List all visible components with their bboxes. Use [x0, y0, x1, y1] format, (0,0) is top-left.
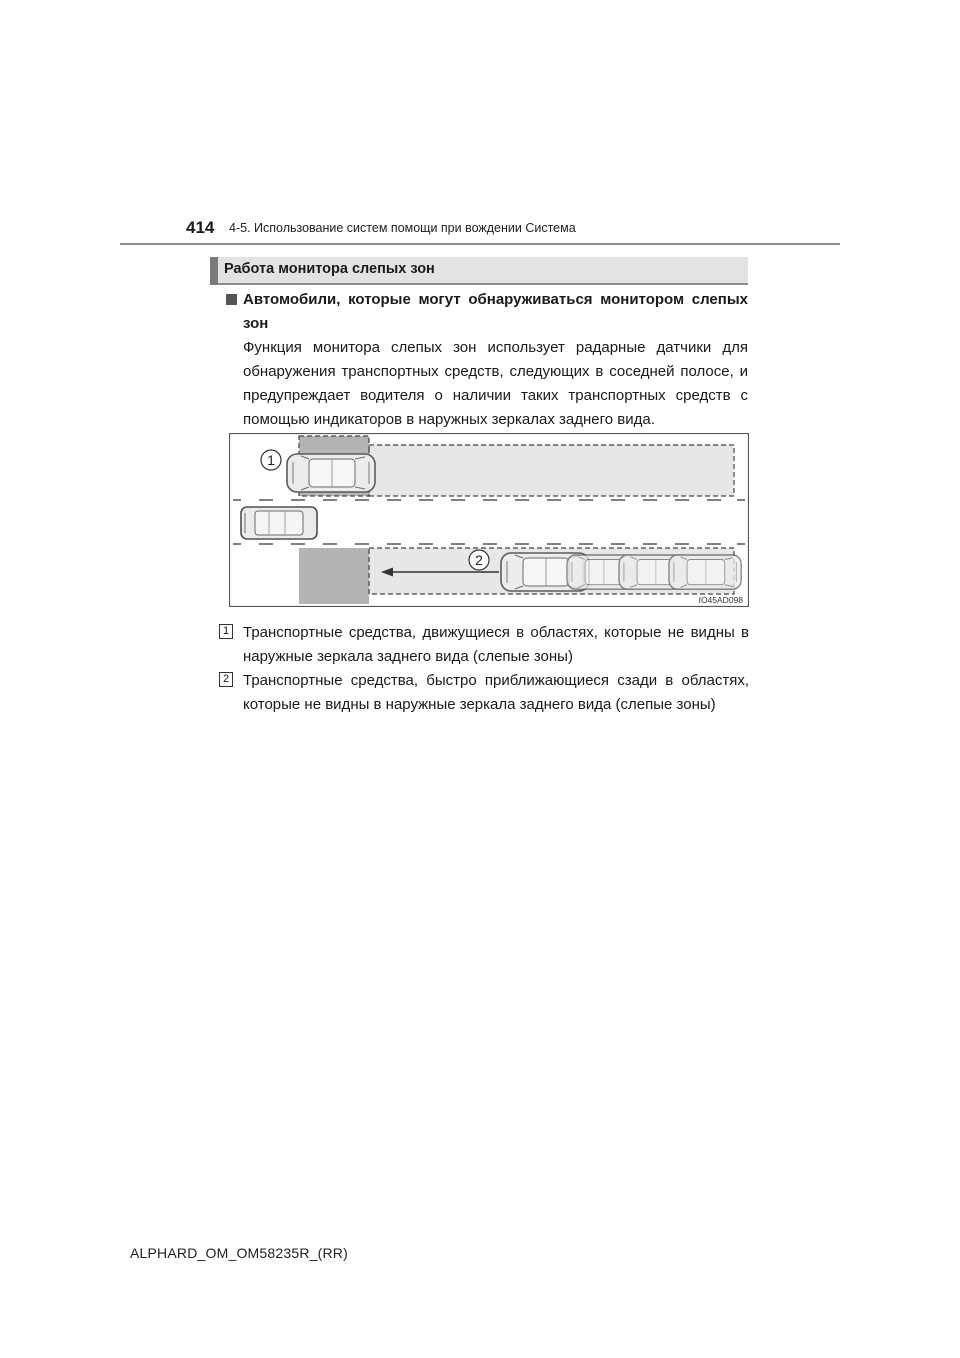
section-header-accent	[210, 257, 218, 285]
legend-text-1: Транспортные средства, движущиеся в областях, которые не видны в наружные зеркала заднего вида (слепые зоны)	[243, 624, 749, 665]
blind-spot-zone-lower	[299, 548, 369, 604]
page-number: 414	[186, 218, 215, 237]
legend-number-1: 1	[219, 624, 233, 639]
vehicle-in-blind-spot	[287, 454, 375, 492]
approaching-vehicle-trail	[567, 555, 741, 589]
legend-text-2: Транспортные средства, быстро приближающиеся сзади в областях, которые не видны в наружные зеркала заднего вида (слепые зоны)	[243, 672, 749, 713]
callout-2-label: 2	[475, 552, 483, 568]
detection-area-upper	[369, 445, 734, 496]
body-paragraph: Функция монитора слепых зон использует радарные датчики для обнаружения транспортных средств, следующих в соседней полосе, и предупреждает водителя о наличии таких транспортных средств с помощью индикаторов в наружных зеркалах заднего вида.	[243, 339, 748, 428]
blind-spot-diagram	[229, 433, 749, 607]
document-code: ALPHARD_OM_OM58235R_(RR)	[130, 1245, 348, 1261]
breadcrumb: 4-5. Использование систем помощи при вождении Система	[229, 221, 576, 235]
section-header	[210, 257, 748, 285]
square-bullet-icon	[226, 294, 237, 305]
section-title: Работа монитора слепых зон	[224, 261, 435, 277]
callout-1-label: 1	[267, 452, 275, 468]
figure-code: IO45AD098	[698, 595, 743, 605]
subsection-title: Автомобили, которые могут обнаруживаться монитором слепых зон	[243, 291, 748, 332]
header-divider	[120, 243, 840, 245]
legend-number-2: 2	[219, 672, 233, 687]
own-vehicle	[241, 507, 317, 539]
